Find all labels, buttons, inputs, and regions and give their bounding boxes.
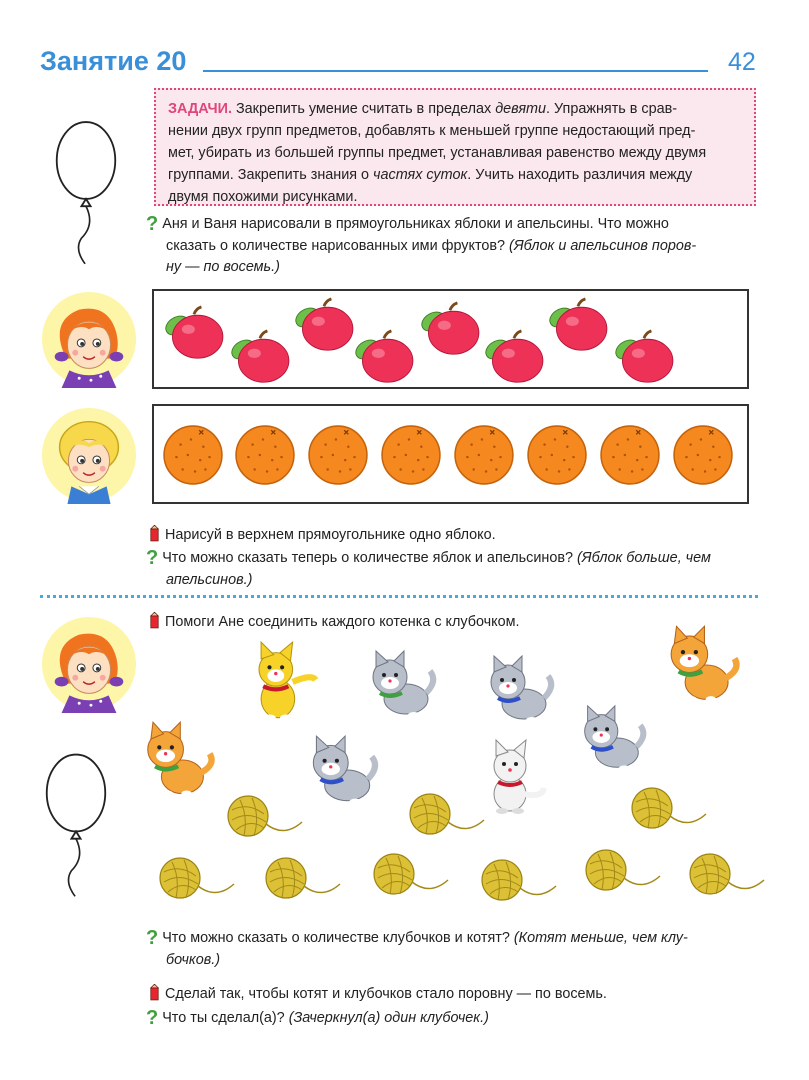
yarn-ball-icon[interactable] bbox=[264, 854, 344, 904]
orange-icon bbox=[382, 426, 440, 484]
question-text: Что ты сделал(а)? bbox=[162, 1010, 289, 1026]
yarn-ball-icon[interactable] bbox=[158, 854, 238, 904]
tasks-text: группами. Закрепить знания о bbox=[168, 167, 374, 183]
question-text: Что можно сказать о количестве клубочков и котят? bbox=[162, 930, 514, 946]
tasks-text: . Упражнять в срав- bbox=[546, 101, 678, 117]
kitten-yellow-icon[interactable] bbox=[238, 640, 322, 724]
question-mark-icon: ? bbox=[146, 927, 159, 949]
tasks-emphasis: девяти bbox=[495, 101, 547, 117]
equalize-instruction bbox=[148, 984, 768, 1006]
kitten-gray-blue-icon[interactable] bbox=[478, 650, 558, 730]
question-text: Аня и Ваня нарисовали в прямоугольниках яблоки и апельсины. Что можно bbox=[162, 216, 669, 232]
kitten-orange-icon[interactable] bbox=[132, 718, 216, 802]
yarn-ball-icon[interactable] bbox=[584, 846, 664, 896]
instruction-text: Помоги Ане соединить каждого котенка с клубочком. bbox=[165, 614, 520, 630]
tasks-emphasis: частях суток bbox=[373, 167, 468, 183]
orange-icon bbox=[674, 426, 732, 484]
oranges-row bbox=[154, 406, 747, 502]
answer-text: (Котят меньше, чем клу- bbox=[513, 930, 688, 946]
answer-text: апельсинов.) bbox=[166, 571, 253, 588]
section-divider bbox=[40, 595, 758, 598]
tasks-text: Закрепить умение считать в пределах bbox=[235, 101, 496, 117]
tasks-label: ЗАДАЧИ. bbox=[168, 101, 232, 117]
question-text: Что можно сказать теперь о количестве яблок и апельсинов? bbox=[162, 550, 577, 566]
boy-avatar-icon bbox=[40, 406, 138, 504]
question-mark-icon: ? bbox=[146, 213, 159, 235]
orange-icon bbox=[309, 426, 367, 484]
orange-icon bbox=[528, 426, 586, 484]
question-4 bbox=[146, 1008, 766, 1030]
apple-icon bbox=[162, 307, 222, 358]
question-1 bbox=[146, 214, 766, 279]
question-3 bbox=[146, 928, 766, 971]
yarn-ball-icon[interactable] bbox=[480, 856, 560, 906]
apple-icon bbox=[352, 331, 412, 382]
oranges-rectangle bbox=[152, 404, 749, 504]
apples-row bbox=[154, 291, 747, 387]
apple-icon bbox=[228, 331, 288, 382]
lesson-title: Занятие 20 bbox=[40, 46, 187, 76]
tasks-text: . Учить находить различия между bbox=[467, 167, 693, 183]
balloon-icon bbox=[44, 745, 108, 905]
kitten-orange-icon[interactable] bbox=[655, 622, 741, 708]
orange-icon bbox=[164, 426, 222, 484]
question-mark-icon: ? bbox=[146, 547, 159, 569]
question-text: сказать о количестве нарисованных ими фруктов? bbox=[166, 237, 510, 254]
apples-rectangle[interactable] bbox=[152, 289, 749, 389]
apple-icon bbox=[612, 331, 672, 382]
kitten-gray-blue-icon[interactable] bbox=[572, 700, 650, 778]
apple-icon bbox=[482, 331, 542, 382]
draw-instruction bbox=[148, 525, 768, 547]
yarn-ball-icon[interactable] bbox=[372, 850, 452, 900]
answer-text: (Зачеркнул(а) один клубочек.) bbox=[288, 1010, 489, 1026]
answer-text: ну — по восемь.) bbox=[166, 259, 280, 275]
page-number: 42 bbox=[728, 48, 756, 76]
yarn-ball-icon[interactable] bbox=[630, 784, 710, 834]
pencil-icon bbox=[148, 612, 161, 629]
apple-icon bbox=[418, 303, 478, 354]
yarn-ball-icon[interactable] bbox=[408, 790, 488, 840]
yarn-ball-icon[interactable] bbox=[688, 850, 768, 900]
yarn-ball-icon[interactable] bbox=[226, 792, 306, 842]
instruction-text: Сделай так, чтобы котят и клубочков стало поровну — по восемь. bbox=[165, 986, 607, 1002]
kitten-gray-blue-icon[interactable] bbox=[300, 730, 382, 812]
balloon-icon bbox=[54, 115, 118, 270]
orange-icon bbox=[601, 426, 659, 484]
girl-avatar-icon bbox=[40, 290, 138, 388]
instruction-text: Нарисуй в верхнем прямоугольнике одно яблоко. bbox=[165, 527, 496, 543]
answer-text: бочков.) bbox=[166, 951, 220, 968]
kitten-gray-icon[interactable] bbox=[360, 645, 440, 725]
orange-icon bbox=[455, 426, 513, 484]
tasks-line-3: мет, убирать из большей группы предмет, устанавливая равенство между двумя bbox=[168, 145, 707, 161]
apple-icon bbox=[292, 299, 352, 350]
girl-avatar-icon bbox=[40, 615, 138, 713]
tasks-line-2: нении двух групп предметов, добавлять к меньшей группе недостающий пред- bbox=[168, 123, 696, 139]
orange-icon bbox=[236, 426, 294, 484]
tasks-line-1 bbox=[168, 98, 742, 120]
tasks-box bbox=[154, 88, 756, 206]
question-2 bbox=[146, 548, 766, 591]
answer-text: (Яблок и апельсинов поров- bbox=[509, 237, 697, 254]
pencil-icon bbox=[148, 984, 161, 1001]
answer-text: (Яблок больше, чем bbox=[576, 550, 711, 566]
tasks-line-4 bbox=[168, 164, 742, 186]
pencil-icon bbox=[148, 525, 161, 542]
title-underline bbox=[203, 70, 708, 72]
apple-icon bbox=[546, 299, 606, 350]
question-mark-icon: ? bbox=[146, 1007, 159, 1029]
tasks-line-5: двумя похожими рисунками. bbox=[168, 189, 358, 205]
